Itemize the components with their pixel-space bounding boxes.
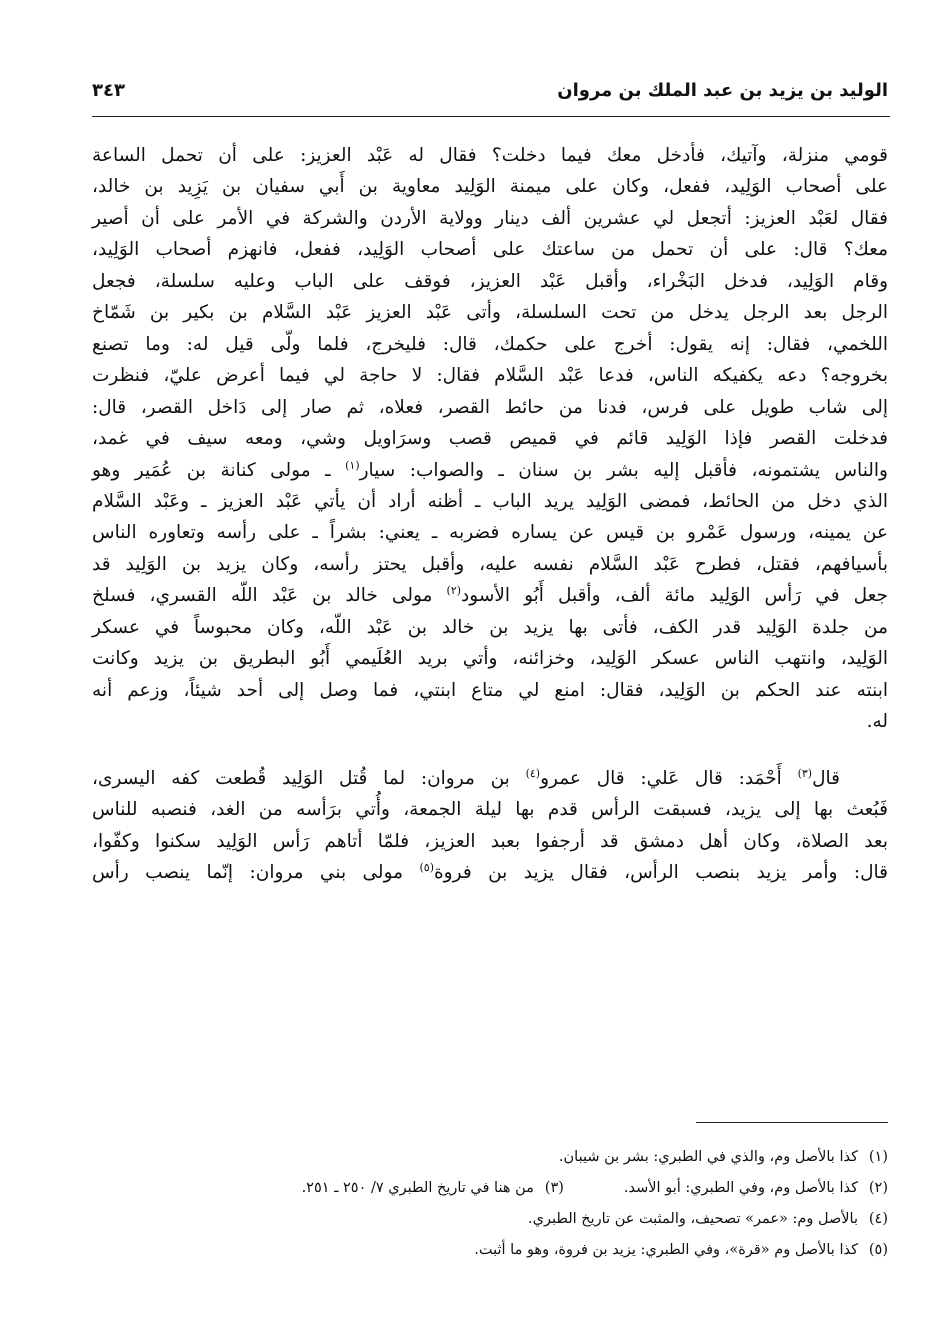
text-line: الذي دخل من الحائط، فمضى الوَلِيد يريد الباب ـ أظنه أراد أن يأتي عَبْد العزيز ـ وعَبْد السَّلام bbox=[92, 490, 888, 512]
text-line: بأسيافهم، فقتل، فطرح عَبْد السَّلام نفسه عليه، وأقبل يحتز رأسه، وكان يزيد بن الوَلِيد قد bbox=[92, 553, 888, 575]
footnote-number: (٤) bbox=[868, 1211, 888, 1227]
footnote-ref: (٥) bbox=[419, 860, 434, 874]
text-line: على أصحاب الوَلِيد، ففعل، وكان على ميمنة الوَلِيد معاوية بن أَبي سفيان بن يَزِيد بن خالد، bbox=[92, 176, 888, 198]
header-rule bbox=[92, 116, 890, 117]
text-line: عن يمينه، ورسول عَمْرو بن قيس عن يساره فضربه ـ يعني: بشراً ـ على رأسه وتعاوره الناس bbox=[92, 522, 888, 544]
footnote-text: كذا بالأصل وم، وفي الطبري: أبو الأسد. bbox=[623, 1180, 858, 1196]
text-line: فدخلت القصر فإذا الوَلِيد قائم في قميص قصب وسرَاويل وشي، ومعه سيف في غمد، bbox=[92, 428, 888, 450]
footnote-rule bbox=[696, 1122, 888, 1123]
text-line: قال$^{(٣)}$ أَحْمَد: قال عَلي: قال عمرو$^{(٤)}$ بن مروان: لما قُتل الوَلِيد قُطعت كفه اليسرى، bbox=[92, 766, 840, 789]
text-line: ابنته عند الحكم بن الوَلِيد، فقال: امنع لي متاع ابنتي، فما وصل إلى أحد شيئاً، وزعم أنه bbox=[92, 679, 888, 701]
text-line: الوَلِيد، وانتهب الناس عسكر الوَلِيد، وخزائنه، وأتي بريد العُلَيمي أَبُو البطريق بن يزيد وكانت bbox=[92, 648, 888, 670]
footnotes bbox=[92, 1142, 888, 1266]
text-line: اللخمي، فقال: إنه يقول: أخرج على حكمك، قال: فليخرج، فلما ولّى قيل له: وما تصنع bbox=[92, 333, 888, 355]
text-line: معك؟ قال: على أن تحمل من ساعتك على أصحاب الوَلِيد، ففعل، فانهزم أصحاب الوَلِيد، bbox=[92, 239, 888, 261]
footnote-text: بالأصل وم: «عمر» تصحيف، والمثبت عن تاريخ الطبري. bbox=[528, 1211, 858, 1227]
footnote-ref: (٣) bbox=[797, 766, 813, 780]
footnote-number: (٣) bbox=[544, 1180, 564, 1196]
text-line: فقال لعَبْد العزيز: أتجعل لي عشرين ألف دينار وولاية الأردن والشركة في الأمر على أن أصير bbox=[92, 207, 888, 229]
footnote-number: (٢) bbox=[868, 1180, 888, 1196]
text-line: إلى شاب طويل على فرس، فدنا من حائط القصر، فعلاه، ثم صار إلى دَاخل القصر، قال: bbox=[92, 396, 888, 418]
text-line: له. bbox=[866, 711, 888, 733]
footnote bbox=[92, 1204, 888, 1235]
footnote-number: (١) bbox=[868, 1149, 888, 1165]
text-line: قومي منزلة، وآتيك، فأدخل معك فيما دخلت؟ فقال له عَبْد العزيز: على أن تحمل الساعة bbox=[92, 145, 888, 166]
footnote-ref: (١) bbox=[345, 458, 360, 472]
footnote-ref: (٤) bbox=[525, 766, 541, 780]
footnote-text: كذا بالأصل وم، والذي في الطبري: بشر بن شيبان. bbox=[558, 1149, 858, 1165]
footnote-ref: (٢) bbox=[446, 584, 462, 598]
text-line: من جلدة الوَلِيد قدر الكف، فأتى بها يزيد بن خالد بن عَبْد اللّه، وكان محبوساً في عسكر bbox=[92, 616, 888, 638]
footnote bbox=[92, 1142, 888, 1173]
footnote bbox=[92, 1235, 888, 1266]
footnote-text: كذا بالأصل وم «قرة»، وفي الطبري: يزيد بن فروة، وهو ما أثبت. bbox=[474, 1242, 858, 1258]
text-line: فَبُعث بها إلى يزيد، فسبقت الرأس قدم بها ليلة الجمعة، وأُتي برَأسه من الغد، فنصبه للناس bbox=[92, 799, 888, 821]
text-line: وقام الوَلِيد، فدخل البَخْراء، وأقبل عَبْد العزيز، فوقف على الباب وعليه سلسلة، فجعل bbox=[92, 270, 888, 292]
text-line: الرجل بعد الرجل يدخل من تحت السلسلة، وأتى عَبْد العزيز عَبْد السَّلام بن بكير بن شَمّاخ bbox=[92, 302, 888, 324]
text-line: والناس يشتمونه، فأقبل إليه بشر بن سنان ـ والصواب: سيار$^{(١)}$ ـ مولى كنانة بن عُمَير وهو bbox=[92, 458, 888, 481]
running-header bbox=[92, 78, 888, 114]
footnote bbox=[92, 1173, 888, 1204]
text-line: بخروجه؟ دعه يكفيكه الناس، فدعا عَبْد السَّلام فقال: لا حاجة لي فيما أعرض عليّ، فنظرت bbox=[92, 365, 888, 387]
page-number: ٣٤٣ bbox=[92, 80, 125, 101]
text-line: بعد الصلاة، وكان أهل دمشق قد أرجفوا بعبد العزيز، فلمّا أتاهم رَأس الوَلِيد سكنوا وكفّوا، bbox=[92, 830, 888, 852]
main-text bbox=[92, 140, 888, 888]
footnote-text: من هنا في تاريخ الطبري ٧/ ٢٥٠ ـ ٢٥١. bbox=[301, 1180, 534, 1196]
running-title: الوليد بن يزيد بن عبد الملك بن مروان bbox=[557, 80, 888, 101]
text-line: قال: وأمر يزيد بنصب الرأس، فقال يزيد بن فروة$^{(٥)}$ مولى بني مروان: إنّما ينصب رأس bbox=[92, 860, 888, 883]
text-line: جعل في رَأس الوَلِيد مائة ألف، وأقبل أَبُو الأسود$^{(٢)}$ مولى خالد بن عَبْد اللّه القسري، فسلخ bbox=[92, 584, 888, 607]
footnote-number: (٥) bbox=[868, 1242, 888, 1258]
